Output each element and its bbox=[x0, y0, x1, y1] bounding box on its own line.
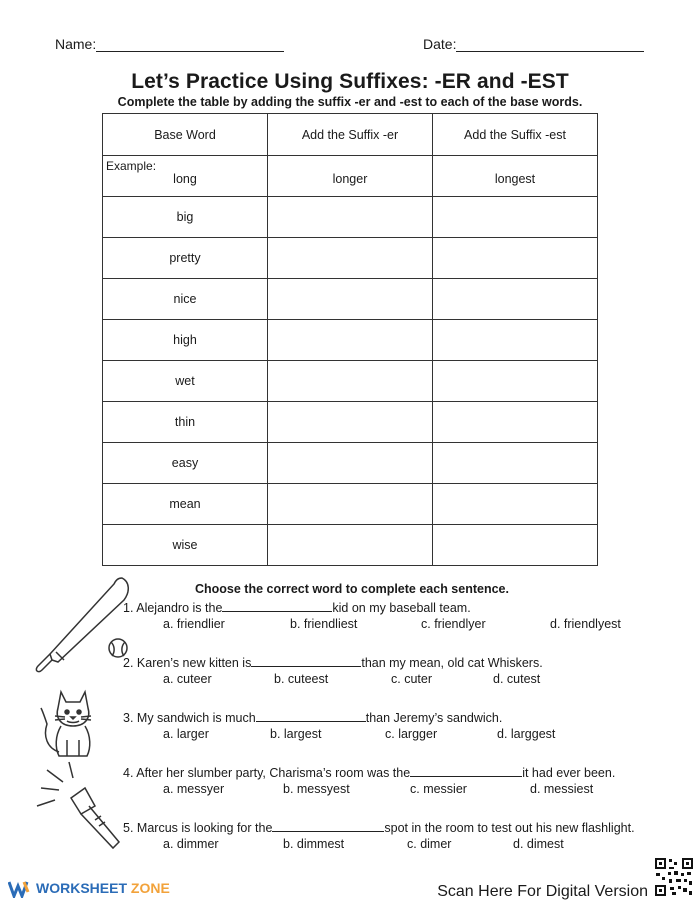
brand-logo bbox=[8, 880, 170, 898]
answer-option[interactable]: a. cuteer bbox=[163, 672, 212, 686]
base-word-cell: wise bbox=[103, 525, 268, 566]
base-word-cell: big bbox=[103, 197, 268, 238]
answer-option[interactable]: d. friendlyest bbox=[550, 617, 621, 631]
base-word-cell: high bbox=[103, 320, 268, 361]
name-field[interactable] bbox=[55, 36, 284, 52]
est-answer-cell[interactable] bbox=[433, 525, 598, 566]
brand-name-1: WORKSHEET bbox=[36, 880, 127, 896]
question-text-before: After her slumber party, Charisma’s room was the bbox=[136, 766, 411, 780]
er-answer-cell[interactable] bbox=[268, 197, 433, 238]
table-row bbox=[103, 525, 598, 566]
er-answer-cell[interactable] bbox=[268, 361, 433, 402]
brand-logo-icon bbox=[8, 880, 32, 898]
table-row bbox=[103, 197, 598, 238]
answer-blank[interactable] bbox=[251, 654, 361, 667]
question-3 bbox=[123, 709, 502, 725]
question-text-before: Marcus is looking for the bbox=[136, 821, 273, 835]
table-row bbox=[103, 361, 598, 402]
answer-option[interactable]: c. dimer bbox=[407, 837, 452, 851]
answer-option[interactable]: b. messyest bbox=[283, 782, 350, 796]
question-number: 5. bbox=[123, 821, 134, 835]
er-answer-cell[interactable] bbox=[268, 279, 433, 320]
answer-option[interactable]: a. larger bbox=[163, 727, 209, 741]
answer-option[interactable]: c. friendlyer bbox=[421, 617, 486, 631]
date-field[interactable] bbox=[423, 36, 644, 52]
base-word-cell: wet bbox=[103, 361, 268, 402]
suffix-table bbox=[102, 113, 598, 566]
answer-option[interactable]: d. larggest bbox=[497, 727, 556, 741]
table-row bbox=[103, 443, 598, 484]
answer-option[interactable]: a. friendlier bbox=[163, 617, 225, 631]
est-answer-cell[interactable] bbox=[433, 361, 598, 402]
question-2 bbox=[123, 654, 543, 670]
answer-option[interactable]: d. messiest bbox=[530, 782, 594, 796]
date-label: Date: bbox=[423, 36, 457, 52]
baseball-bat-icon bbox=[30, 570, 135, 680]
name-label: Name: bbox=[55, 36, 97, 52]
base-word-cell: thin bbox=[103, 402, 268, 443]
question-text-after: it had ever been. bbox=[522, 766, 616, 780]
table-row bbox=[103, 402, 598, 443]
answer-option[interactable]: d. cutest bbox=[493, 672, 541, 686]
er-answer-cell[interactable] bbox=[268, 443, 433, 484]
er-answer-cell[interactable] bbox=[268, 484, 433, 525]
answer-option[interactable]: c. cuter bbox=[391, 672, 432, 686]
question-text-after: spot in the room to test out his new flashlight. bbox=[384, 821, 635, 835]
er-answer-cell[interactable] bbox=[268, 402, 433, 443]
question-text-after: than my mean, old cat Whiskers. bbox=[361, 656, 543, 670]
question-text-before: Alejandro is the bbox=[136, 601, 223, 615]
question-text-after: than Jeremy’s sandwich. bbox=[365, 711, 503, 725]
est-answer-cell[interactable] bbox=[433, 320, 598, 361]
header-er: Add the Suffix -er bbox=[268, 114, 433, 156]
question-text-after: kid on my baseball team. bbox=[332, 601, 471, 615]
cat-icon bbox=[33, 682, 113, 762]
answer-blank[interactable] bbox=[272, 819, 384, 832]
scan-text: Scan Here For Digital Version bbox=[437, 883, 648, 900]
header-base-word: Base Word bbox=[103, 114, 268, 156]
instructions: Complete the table by adding the suffix -er and -est to each of the base words. bbox=[117, 95, 583, 109]
est-answer-cell[interactable] bbox=[433, 443, 598, 484]
questions-heading: Choose the correct word to complete each sentence. bbox=[195, 582, 509, 596]
question-number: 3. bbox=[123, 711, 134, 725]
answer-blank[interactable] bbox=[222, 599, 332, 612]
table-row bbox=[103, 484, 598, 525]
table-row bbox=[103, 320, 598, 361]
question-text-before: My sandwich is much bbox=[136, 711, 256, 725]
er-answer-cell[interactable] bbox=[268, 525, 433, 566]
question-number: 4. bbox=[123, 766, 134, 780]
qr-code-icon[interactable] bbox=[654, 857, 694, 897]
question-5 bbox=[123, 819, 635, 835]
question-number: 2. bbox=[123, 656, 134, 670]
est-answer-cell[interactable] bbox=[433, 238, 598, 279]
date-line[interactable] bbox=[456, 37, 644, 52]
answer-option[interactable]: a. dimmer bbox=[163, 837, 219, 851]
table-row bbox=[103, 238, 598, 279]
answer-option[interactable]: d. dimest bbox=[513, 837, 564, 851]
base-word-cell: pretty bbox=[103, 238, 268, 279]
answer-option[interactable]: b. largest bbox=[270, 727, 322, 741]
answer-option[interactable]: b. friendliest bbox=[290, 617, 358, 631]
base-word-cell: mean bbox=[103, 484, 268, 525]
question-1 bbox=[123, 599, 471, 615]
header-est: Add the Suffix -est bbox=[433, 114, 598, 156]
est-answer-cell[interactable] bbox=[433, 279, 598, 320]
table-header-row bbox=[103, 114, 598, 156]
answer-option[interactable]: b. dimmest bbox=[283, 837, 345, 851]
example-est-cell bbox=[433, 156, 598, 197]
base-word-cell: nice bbox=[103, 279, 268, 320]
est-answer-cell[interactable] bbox=[433, 484, 598, 525]
example-base-word: long bbox=[173, 172, 197, 186]
answer-option[interactable]: b. cuteest bbox=[274, 672, 329, 686]
table-row bbox=[103, 279, 598, 320]
example-er-word: longer bbox=[332, 172, 368, 186]
example-label: Example: bbox=[106, 159, 157, 173]
answer-option[interactable]: a. messyer bbox=[163, 782, 225, 796]
example-base-cell bbox=[103, 156, 268, 197]
base-word-cell: easy bbox=[103, 443, 268, 484]
question-4 bbox=[123, 764, 615, 780]
brand-name-2: ZONE bbox=[130, 880, 170, 896]
er-answer-cell[interactable] bbox=[268, 238, 433, 279]
flashlight-icon bbox=[33, 760, 123, 855]
table-row-example bbox=[103, 156, 598, 197]
page-title: Let’s Practice Using Suffixes: -ER and -EST bbox=[131, 70, 569, 93]
name-line[interactable] bbox=[96, 37, 284, 52]
question-text-before: Karen’s new kitten is bbox=[136, 656, 252, 670]
er-answer-cell[interactable] bbox=[268, 320, 433, 361]
question-number: 1. bbox=[123, 601, 134, 615]
example-er-cell bbox=[268, 156, 433, 197]
est-answer-cell[interactable] bbox=[433, 197, 598, 238]
example-est-word: longest bbox=[494, 172, 536, 186]
est-answer-cell[interactable] bbox=[433, 402, 598, 443]
answer-option[interactable]: c. messier bbox=[410, 782, 467, 796]
answer-option[interactable]: c. largger bbox=[385, 727, 438, 741]
answer-blank[interactable] bbox=[256, 709, 366, 722]
answer-blank[interactable] bbox=[410, 764, 522, 777]
